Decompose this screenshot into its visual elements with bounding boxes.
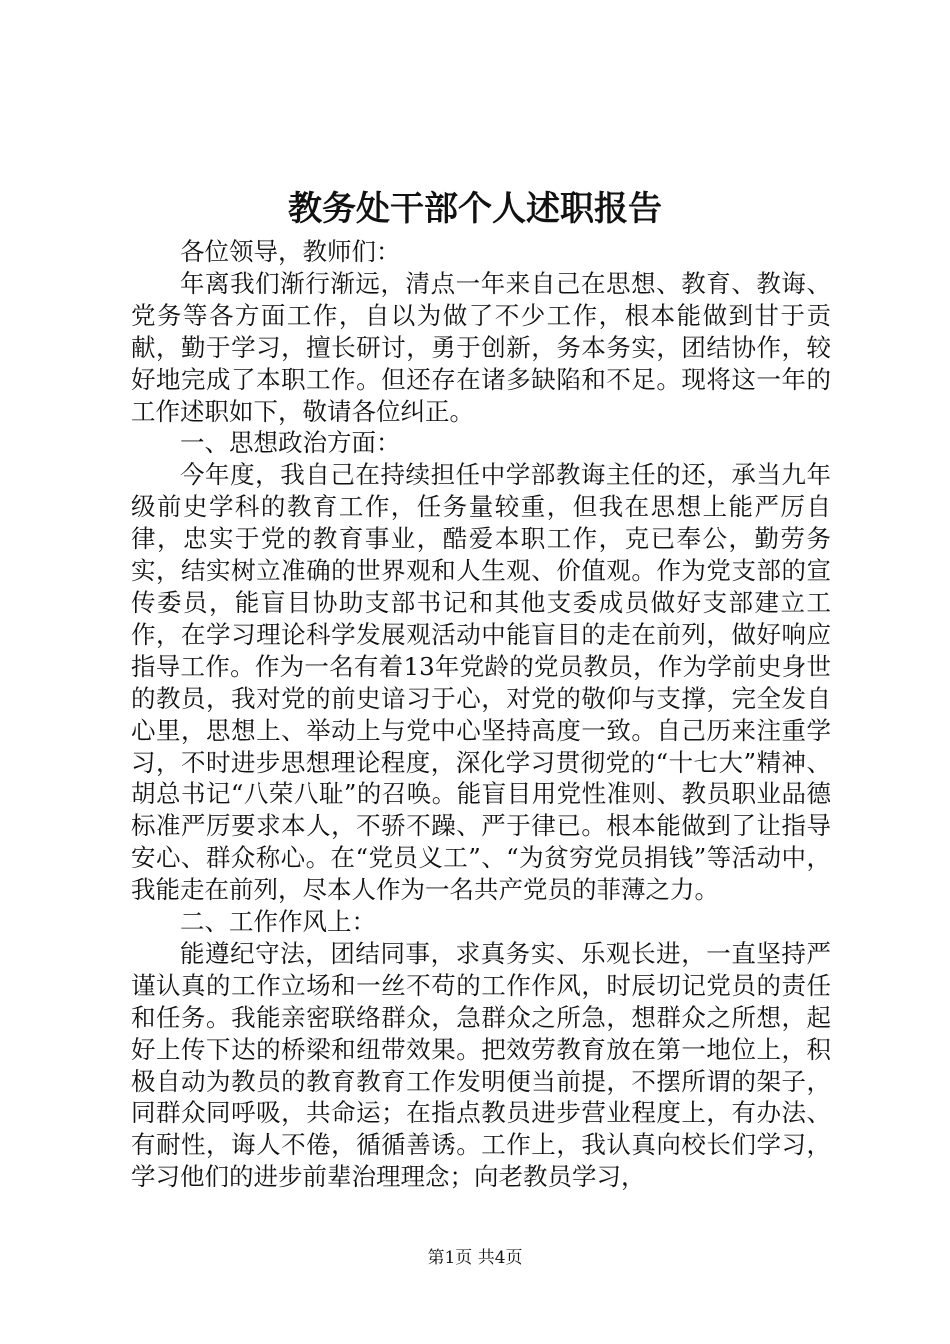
intro-paragraph: 年离我们渐行渐远，清点一年来自己在思想、教育、教诲、党务等各方面工作，自以为做了不少工作，根本能做到甘于贡献，勤于学习，擅长研讨，勇于创新，务本务实，团结协作，较好地完成了本职工作。但还存在诸多缺陷和不足。现将这一年的工作述职如下，敬请各位纠正。 <box>131 268 831 426</box>
document-title: 教务处干部个人述职报告 <box>288 189 662 229</box>
document-body <box>131 236 831 1193</box>
section-heading-ideology: 一、思想政治方面： <box>180 428 401 458</box>
salutation-paragraph: 各位领导，教师们： <box>180 237 401 266</box>
section-heading-work-style: 二、工作作风上： <box>180 907 376 937</box>
ideology-paragraph: 今年度，我自己在持续担任中学部教诲主任的还，承当九年级前史学科的教育工作，任务量较重，但我在思想上能严厉自律，忠实于党的教育事业，酷爱本职工作，克已奉公，勤劳务实，结实树立准确的世界观和人生观、价值观。作为党支部的宣传委员，能盲目协助支部书记和其他支委成员做好支部建立工作，在学习理论科学发展观活动中能盲目的走在前列，做好响应指导工作。作为一名有着13年党龄的党员教员，作为学前史身世的教员，我对党的前史谙习于心，对党的敬仰与支撑，完全发自心里，思想上、举动上与党中心坚持高度一致。自己历来注重学习，不时进步思想理论程度，深化学习贯彻党的“十七大”精神、胡总书记“八荣八耻”的召唤。能盲目用党性准则、教员职业品德标准严厉要求本人，不骄不躁、严于律已。根本能做到了让指导安心、群众称心。在“党员义工”、“为贫穷党员捐钱”等活动中，我能走在前列，尽本人作为一名共产党员的菲薄之力。 <box>131 460 831 905</box>
work-style-paragraph: 能遵纪守法，团结同事，求真务实、乐观长进，一直坚持严谨认真的工作立场和一丝不苟的工作作风，时辰切记党员的责任和任务。我能亲密联络群众，急群众之所急，想群众之所想，起好上传下达的桥梁和纽带效果。把效劳教育放在第一地位上，积极自动为教员的教育教育工作发明便当前提，不摆所谓的架子，同群众同呼吸，共命运；在指点教员进步营业程度上，有办法、有耐性，诲人不倦，循循善诱。工作上，我认真向校长们学习，学习他们的进步前辈治理理念；向老教员学习， <box>131 938 831 1192</box>
page-number-footer: 第1页 共4页 <box>427 1248 523 1268</box>
